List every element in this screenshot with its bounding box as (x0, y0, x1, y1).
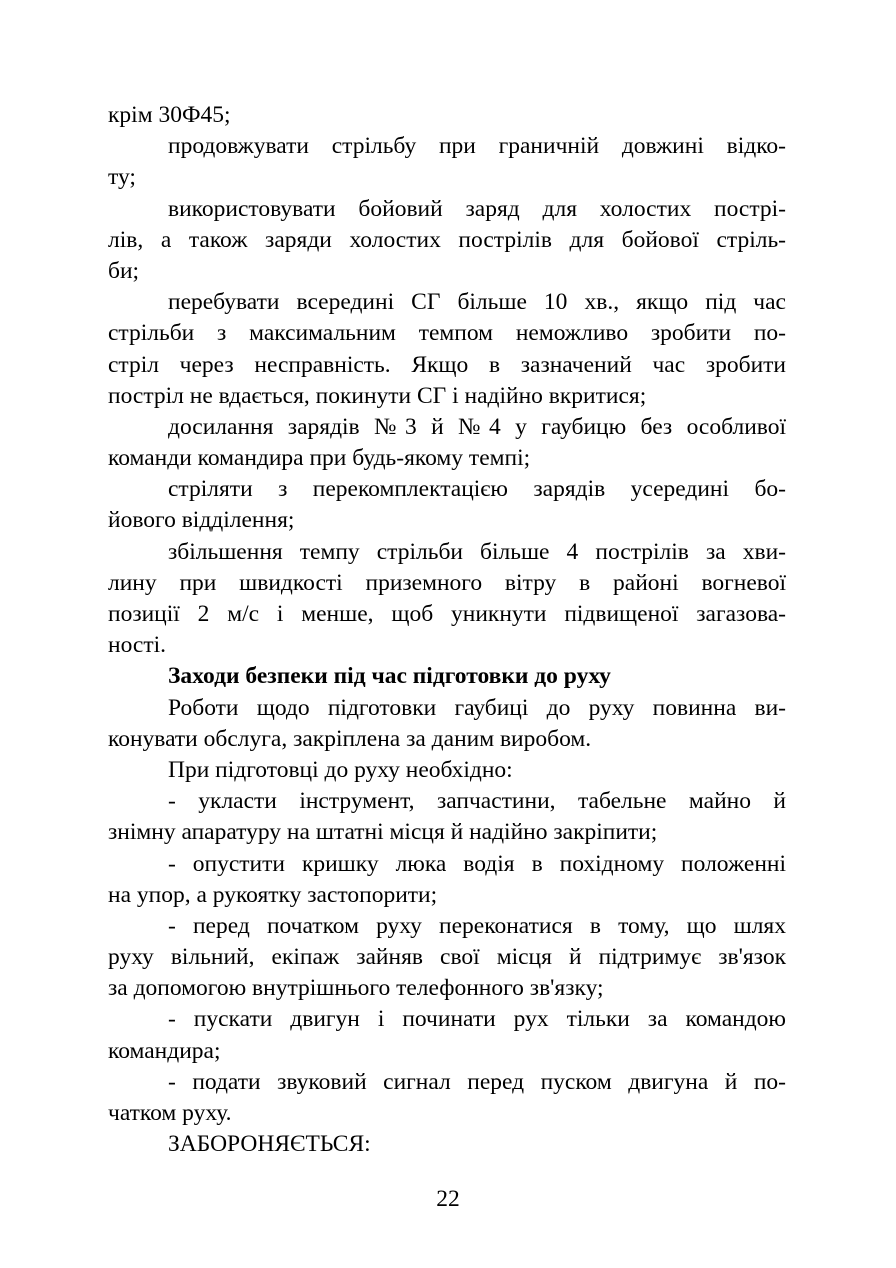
text-line: ності. (108, 632, 167, 659)
text-line: стрільби з максимальним темпом неможливо зробити по- (108, 320, 786, 347)
text-line: - пускати двигун і починати рух тільки за командою (168, 1006, 786, 1033)
text-line: лів, а також заряди холостих пострілів для бойової стріль- (108, 226, 786, 253)
text-line: Роботи щодо підготовки гаубиці до руху повинна ви- (168, 694, 786, 721)
text-line: би; (108, 257, 140, 284)
text-line: команди командира при будь-якому темпі; (108, 445, 531, 472)
text-line: досилання зарядів №3 й №4 у гаубицю без особливої (168, 413, 786, 440)
text-line: перебувати всередині СГ більше 10 хв., якщо під час (168, 289, 786, 316)
text-line: ту; (108, 164, 136, 191)
text-line: за допомогою внутрішнього телефонного зв'язку; (108, 975, 604, 1002)
text-line: командира; (108, 1037, 221, 1064)
text-line: конувати обслуга, закріплена за даним виробом. (108, 725, 592, 752)
section-heading: Заходи безпеки під час підготовки до руху (168, 663, 611, 690)
text-line: крім 30Ф45; (108, 102, 231, 128)
text-line: лину при швидкості приземного вітру в районі вогневої (108, 569, 786, 596)
text-line: руху вільний, екіпаж зайняв свої місця й підтримує зв'язок (108, 944, 786, 971)
body-text (108, 100, 786, 1160)
text-line: стріляти з перекомплектацією зарядів усередині бо- (168, 476, 786, 503)
text-line: - укласти інструмент, запчастини, табельне майно й (168, 788, 786, 815)
text-line: позиції 2 м/с і менше, щоб уникнути підвищеної загазова- (108, 601, 786, 627)
text-line: - подати звуковий сигнал перед пуском двигуна й по- (168, 1068, 786, 1095)
text-line: продовжувати стрільбу при граничній довжині відко- (168, 133, 786, 160)
text-line: збільшення темпу стрільби більше 4 пострілів за хви- (168, 538, 786, 565)
text-line: При підготовці до руху необхідно: (168, 756, 513, 783)
text-line: знімну апаратуру на штатні місця й надійно закріпити; (108, 819, 658, 846)
text-line: на упор, а рукоятку застопорити; (108, 881, 438, 908)
text-line: використовувати бойовий заряд для холостих пострі- (168, 195, 786, 222)
text-line: - перед початком руху переконатися в тому, що шлях (168, 912, 786, 939)
text-line: чатком руху. (108, 1100, 232, 1126)
text-line: - опустити кришку люка водія в похідному положенні (168, 850, 786, 877)
page-number: 22 (436, 1186, 460, 1212)
text-line: стріл через несправність. Якщо в зазначений час зробити (108, 351, 786, 378)
text-line: йового відділення; (108, 507, 295, 534)
text-line: постріл не вдається, покинути СГ і надійно вкритися; (108, 382, 647, 409)
text-line: ЗАБОРОНЯЄТЬСЯ: (168, 1131, 371, 1158)
